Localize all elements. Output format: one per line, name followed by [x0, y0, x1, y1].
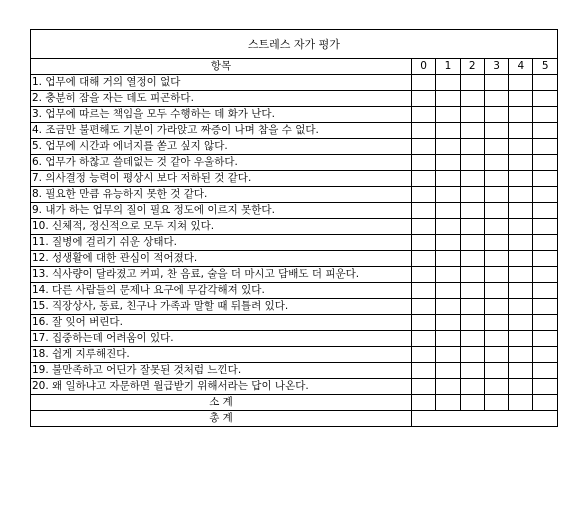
score-cell-2[interactable]	[460, 235, 484, 251]
score-cell-3[interactable]	[484, 75, 508, 91]
score-cell-5[interactable]	[533, 363, 557, 379]
subtotal-cell-5[interactable]	[533, 395, 557, 411]
item-text: 20. 왜 일하냐고 자문하면 월급받기 위해서라는 답이 나온다.	[31, 379, 412, 395]
header-row	[31, 59, 558, 75]
table-row	[31, 299, 558, 315]
score-cell-4[interactable]	[509, 139, 533, 155]
score-cell-3[interactable]	[484, 107, 508, 123]
score-cell-0[interactable]	[412, 123, 436, 139]
score-cell-4[interactable]	[509, 299, 533, 315]
score-cell-5[interactable]	[533, 299, 557, 315]
score-cell-4[interactable]	[509, 203, 533, 219]
item-text: 4. 조금만 불편해도 기분이 가라앉고 짜증이 나며 참을 수 없다.	[31, 123, 412, 139]
score-cell-0[interactable]	[412, 203, 436, 219]
score-cell-1[interactable]	[436, 219, 460, 235]
score-cell-2[interactable]	[460, 91, 484, 107]
table-row	[31, 91, 558, 107]
score-cell-1[interactable]	[436, 331, 460, 347]
score-cell-0[interactable]	[412, 267, 436, 283]
table-row	[31, 123, 558, 139]
subtotal-cell-4[interactable]	[509, 395, 533, 411]
score-cell-3[interactable]	[484, 139, 508, 155]
subtotal-cell-1[interactable]	[436, 395, 460, 411]
column-header-score-4: 4	[509, 59, 533, 75]
score-cell-0[interactable]	[412, 347, 436, 363]
score-cell-2[interactable]	[460, 331, 484, 347]
score-cell-4[interactable]	[509, 75, 533, 91]
table-row	[31, 331, 558, 347]
score-cell-0[interactable]	[412, 75, 436, 91]
score-cell-2[interactable]	[460, 251, 484, 267]
score-cell-2[interactable]	[460, 187, 484, 203]
score-cell-0[interactable]	[412, 235, 436, 251]
score-cell-5[interactable]	[533, 123, 557, 139]
score-cell-3[interactable]	[484, 283, 508, 299]
score-cell-4[interactable]	[509, 235, 533, 251]
item-text: 11. 질병에 걸리기 쉬운 상태다.	[31, 235, 412, 251]
score-cell-2[interactable]	[460, 315, 484, 331]
score-cell-5[interactable]	[533, 235, 557, 251]
score-cell-1[interactable]	[436, 251, 460, 267]
column-header-score-2: 2	[460, 59, 484, 75]
total-cell[interactable]	[412, 411, 558, 427]
item-text: 2. 충분히 잠을 자는 데도 피곤하다.	[31, 91, 412, 107]
score-cell-4[interactable]	[509, 187, 533, 203]
score-cell-3[interactable]	[484, 219, 508, 235]
score-cell-5[interactable]	[533, 347, 557, 363]
score-cell-0[interactable]	[412, 187, 436, 203]
score-cell-4[interactable]	[509, 363, 533, 379]
score-cell-5[interactable]	[533, 139, 557, 155]
item-text: 18. 쉽게 지루해진다.	[31, 347, 412, 363]
score-cell-0[interactable]	[412, 299, 436, 315]
score-cell-2[interactable]	[460, 139, 484, 155]
subtotal-cell-2[interactable]	[460, 395, 484, 411]
score-cell-4[interactable]	[509, 315, 533, 331]
score-cell-5[interactable]	[533, 155, 557, 171]
item-text: 14. 다른 사람들의 문제나 요구에 무감각해져 있다.	[31, 283, 412, 299]
title-row	[31, 30, 558, 59]
total-label: 총 계	[31, 411, 412, 427]
table-title: 스트레스 자가 평가	[31, 30, 558, 59]
score-cell-0[interactable]	[412, 363, 436, 379]
column-header-score-0: 0	[412, 59, 436, 75]
score-cell-0[interactable]	[412, 91, 436, 107]
total-row	[31, 411, 558, 427]
score-cell-0[interactable]	[412, 139, 436, 155]
score-cell-1[interactable]	[436, 315, 460, 331]
score-cell-5[interactable]	[533, 91, 557, 107]
subtotal-label: 소 계	[31, 395, 412, 411]
score-cell-4[interactable]	[509, 251, 533, 267]
score-cell-3[interactable]	[484, 267, 508, 283]
table-row	[31, 347, 558, 363]
score-cell-1[interactable]	[436, 155, 460, 171]
score-cell-5[interactable]	[533, 251, 557, 267]
score-cell-5[interactable]	[533, 379, 557, 395]
table-row	[31, 203, 558, 219]
score-cell-0[interactable]	[412, 107, 436, 123]
score-cell-3[interactable]	[484, 315, 508, 331]
score-cell-3[interactable]	[484, 363, 508, 379]
score-cell-2[interactable]	[460, 379, 484, 395]
score-cell-1[interactable]	[436, 171, 460, 187]
score-cell-2[interactable]	[460, 219, 484, 235]
column-header-score-5: 5	[533, 59, 557, 75]
table-row	[31, 267, 558, 283]
score-cell-2[interactable]	[460, 123, 484, 139]
score-cell-4[interactable]	[509, 379, 533, 395]
table-row	[31, 379, 558, 395]
score-cell-3[interactable]	[484, 123, 508, 139]
item-text: 8. 필요한 만큼 유능하지 못한 것 같다.	[31, 187, 412, 203]
subtotal-cell-3[interactable]	[484, 395, 508, 411]
score-cell-0[interactable]	[412, 283, 436, 299]
item-text: 5. 업무에 시간과 에너지를 쏟고 싶지 않다.	[31, 139, 412, 155]
score-cell-3[interactable]	[484, 91, 508, 107]
score-cell-0[interactable]	[412, 171, 436, 187]
subtotal-row	[31, 395, 558, 411]
score-cell-1[interactable]	[436, 75, 460, 91]
score-cell-1[interactable]	[436, 299, 460, 315]
score-cell-5[interactable]	[533, 171, 557, 187]
item-text: 12. 성생활에 대한 관심이 적어졌다.	[31, 251, 412, 267]
score-cell-3[interactable]	[484, 251, 508, 267]
score-cell-1[interactable]	[436, 187, 460, 203]
assessment-table	[30, 29, 558, 427]
subtotal-cell-0[interactable]	[412, 395, 436, 411]
table-row	[31, 139, 558, 155]
score-cell-4[interactable]	[509, 283, 533, 299]
score-cell-2[interactable]	[460, 267, 484, 283]
score-cell-1[interactable]	[436, 91, 460, 107]
table-row	[31, 315, 558, 331]
score-cell-5[interactable]	[533, 283, 557, 299]
score-cell-0[interactable]	[412, 219, 436, 235]
score-cell-1[interactable]	[436, 123, 460, 139]
score-cell-4[interactable]	[509, 107, 533, 123]
score-cell-2[interactable]	[460, 363, 484, 379]
item-text: 19. 불만족하고 어딘가 잘못된 것처럼 느낀다.	[31, 363, 412, 379]
score-cell-0[interactable]	[412, 315, 436, 331]
score-cell-4[interactable]	[509, 267, 533, 283]
score-cell-2[interactable]	[460, 347, 484, 363]
score-cell-5[interactable]	[533, 187, 557, 203]
score-cell-4[interactable]	[509, 91, 533, 107]
score-cell-4[interactable]	[509, 347, 533, 363]
score-cell-5[interactable]	[533, 315, 557, 331]
item-text: 6. 업무가 하찮고 쓸데없는 것 같아 우울하다.	[31, 155, 412, 171]
table-row	[31, 171, 558, 187]
column-header-score-1: 1	[436, 59, 460, 75]
item-text: 15. 직장상사, 동료, 친구나 가족과 말할 때 뒤틀려 있다.	[31, 299, 412, 315]
table-row	[31, 283, 558, 299]
item-text: 17. 집중하는데 어려움이 있다.	[31, 331, 412, 347]
score-cell-5[interactable]	[533, 267, 557, 283]
score-cell-1[interactable]	[436, 347, 460, 363]
stress-self-assessment-sheet	[30, 29, 557, 427]
score-cell-2[interactable]	[460, 299, 484, 315]
score-cell-2[interactable]	[460, 107, 484, 123]
score-cell-4[interactable]	[509, 331, 533, 347]
score-cell-4[interactable]	[509, 123, 533, 139]
score-cell-3[interactable]	[484, 347, 508, 363]
item-text: 10. 신체적, 정신적으로 모두 지쳐 있다.	[31, 219, 412, 235]
score-cell-4[interactable]	[509, 219, 533, 235]
score-cell-1[interactable]	[436, 107, 460, 123]
item-text: 9. 내가 하는 업무의 질이 필요 정도에 이르지 못한다.	[31, 203, 412, 219]
score-cell-3[interactable]	[484, 155, 508, 171]
score-cell-3[interactable]	[484, 379, 508, 395]
score-cell-1[interactable]	[436, 363, 460, 379]
score-cell-5[interactable]	[533, 203, 557, 219]
score-cell-3[interactable]	[484, 331, 508, 347]
score-cell-5[interactable]	[533, 219, 557, 235]
score-cell-5[interactable]	[533, 107, 557, 123]
score-cell-3[interactable]	[484, 299, 508, 315]
score-cell-3[interactable]	[484, 187, 508, 203]
score-cell-5[interactable]	[533, 331, 557, 347]
score-cell-1[interactable]	[436, 203, 460, 219]
score-cell-3[interactable]	[484, 171, 508, 187]
table-row	[31, 219, 558, 235]
item-text: 1. 업무에 대해 거의 열정이 없다	[31, 75, 412, 91]
table-row	[31, 107, 558, 123]
table-row	[31, 187, 558, 203]
item-text: 13. 식사량이 달라졌고 커피, 찬 음료, 술을 더 마시고 담배도 더 피운다.	[31, 267, 412, 283]
score-cell-0[interactable]	[412, 379, 436, 395]
item-text: 3. 업무에 따르는 책임을 모두 수행하는 데 화가 난다.	[31, 107, 412, 123]
score-cell-4[interactable]	[509, 155, 533, 171]
score-cell-1[interactable]	[436, 283, 460, 299]
column-header-item: 항목	[31, 59, 412, 75]
item-text: 16. 잘 잊어 버린다.	[31, 315, 412, 331]
table-row	[31, 155, 558, 171]
score-cell-2[interactable]	[460, 75, 484, 91]
score-cell-0[interactable]	[412, 331, 436, 347]
score-cell-2[interactable]	[460, 155, 484, 171]
item-rows	[31, 75, 558, 395]
table-row	[31, 251, 558, 267]
score-cell-4[interactable]	[509, 171, 533, 187]
table-row	[31, 363, 558, 379]
score-cell-3[interactable]	[484, 235, 508, 251]
score-cell-5[interactable]	[533, 75, 557, 91]
score-cell-1[interactable]	[436, 267, 460, 283]
score-cell-2[interactable]	[460, 203, 484, 219]
score-cell-0[interactable]	[412, 155, 436, 171]
score-cell-1[interactable]	[436, 139, 460, 155]
score-cell-1[interactable]	[436, 235, 460, 251]
score-cell-0[interactable]	[412, 251, 436, 267]
item-text: 7. 의사결정 능력이 평상시 보다 저하된 것 같다.	[31, 171, 412, 187]
table-row	[31, 75, 558, 91]
score-cell-2[interactable]	[460, 171, 484, 187]
score-cell-2[interactable]	[460, 283, 484, 299]
score-cell-1[interactable]	[436, 379, 460, 395]
table-row	[31, 235, 558, 251]
score-cell-3[interactable]	[484, 203, 508, 219]
column-header-score-3: 3	[484, 59, 508, 75]
